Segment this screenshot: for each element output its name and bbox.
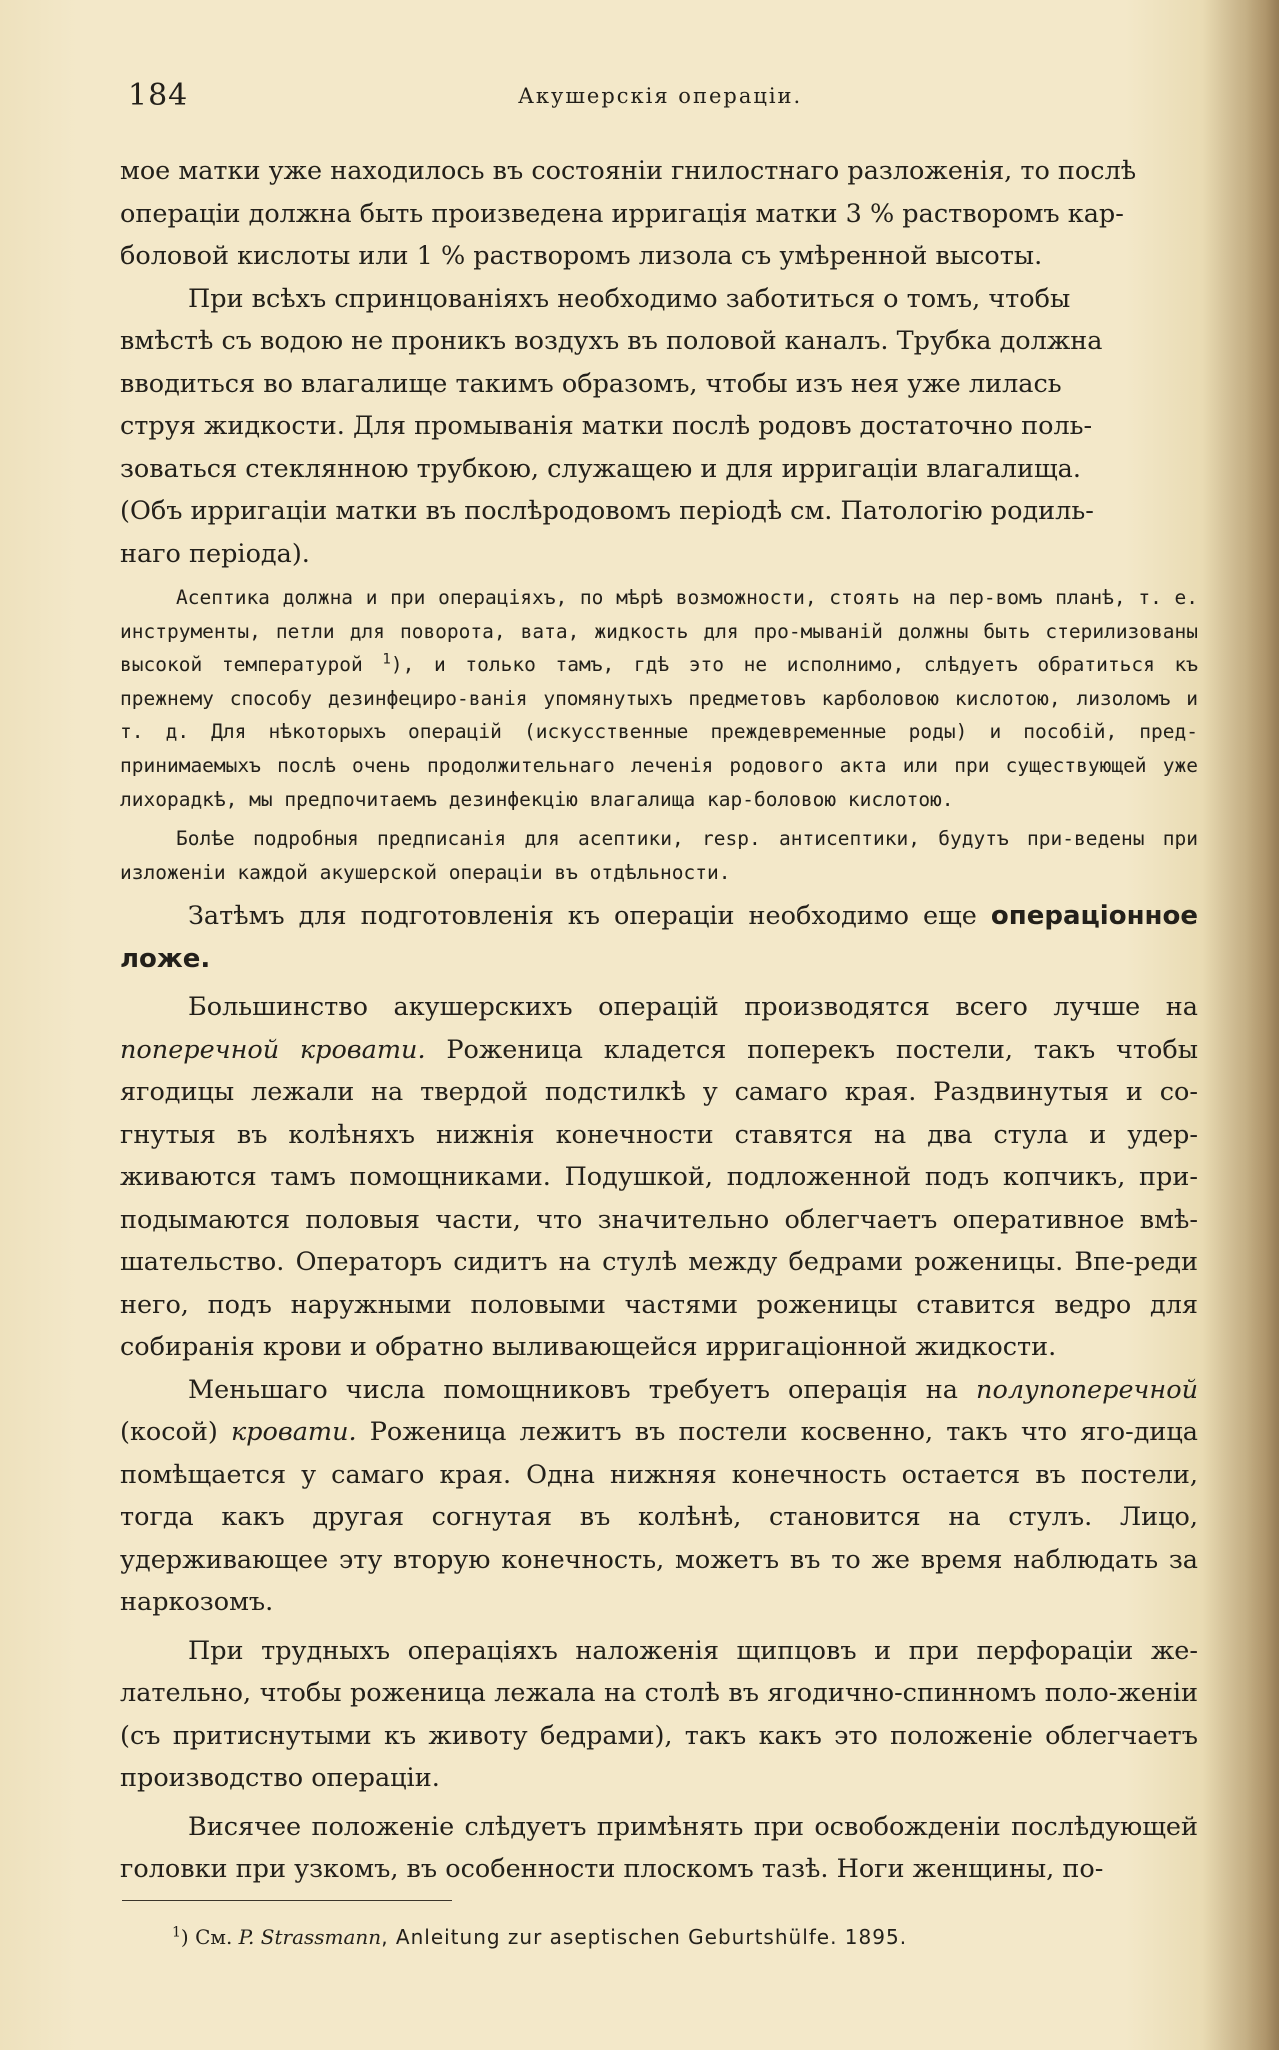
footnote-mark: 1 — [172, 1924, 181, 1941]
footnote-prefix: ) См. — [180, 1925, 239, 1949]
text-line: зоваться стеклянною трубкою, служащею и для ирригаціи влагалища. — [120, 453, 1081, 484]
small-text: Асептика должна и при операціяхъ, по мѣрѣ возможности, стоять на пер-вомъ планѣ, т. е. инструменты, петли для поворота, вата, жидкость для про-мыванiй должны быть стерилизованы высокой температурой — [120, 586, 1198, 677]
small-print-paragraph-2: Болѣе подробныя предписанія для асептики, resp. антисептики, будутъ при-ведены при изложеніи каждой акушерской операціи въ отдѣльности. — [120, 827, 1198, 884]
text-line: наго періода). — [120, 538, 310, 569]
footnote-author: P. Strassmann — [238, 1925, 382, 1949]
main-text — [120, 150, 1198, 1891]
text-line: При всѣхъ спринцованіяхъ необходимо заботиться о томъ, чтобы — [188, 283, 1071, 314]
paragraph-6: При трудныхъ операціяхъ наложенія щипцовъ и при перфораціи же-лательно, чтобы роженица лежала на столѣ въ ягодично-спинномъ поло-женіи (съ притиснутыми къ животу бедрами), такъ какъ это положеніе облегчаетъ производство операціи. — [120, 1635, 1198, 1794]
footnote-reference: 1 — [382, 651, 391, 668]
text-line: мое матки уже находилось въ состояніи гнилостнаго разложенія, то послѣ — [120, 156, 1137, 186]
small-text: ), и только тамъ, гдѣ это не исполнимо, слѣдуетъ обратиться къ прежнему способу дезинфециро-ванія упомянутыхъ предметовъ карболовою кислотою, лизоломъ и т. д. Для нѣкоторыхъ операцій (искусственные преждевременные роды) и пособій, пред-принимаемыхъ послѣ очень продолжительнаго леченія родового акта или при существующей уже лихорадкѣ, мы предпочитаемъ дезинфекцію влагалища кар-боловою кислотою. — [120, 653, 1198, 811]
small-print-paragraph-1 — [120, 581, 1198, 816]
footnote — [172, 1922, 1072, 1952]
text-line: вводиться во влагалище такимъ образомъ, чтобы изъ нея уже лилась — [120, 368, 1062, 399]
paragraph-4 — [120, 986, 1198, 1369]
text-run: (косой) — [120, 1417, 231, 1448]
paragraph-3 — [120, 895, 1198, 980]
text-line: вмѣстѣ съ водою не проникъ воздухъ въ половой каналъ. Трубка должна — [120, 326, 1103, 356]
page-edge-shadow — [1245, 0, 1279, 2050]
emphasis-bold: операціонное ложе. — [120, 901, 1198, 974]
paragraph-2 — [120, 278, 1198, 576]
emphasis-italic: полупоперечной — [976, 1374, 1198, 1405]
paragraph-5 — [120, 1369, 1198, 1624]
running-head — [128, 78, 1198, 118]
emphasis-italic: кровати. — [230, 1417, 357, 1448]
footnote-title: , Anleitung zur aseptischen Geburtshülfe. 1895. — [381, 1925, 908, 1949]
paragraph-1 — [120, 150, 1198, 278]
running-title: Акушерскія операціи. — [518, 84, 803, 108]
text-run: Меньшаго числа помощниковъ требуетъ операція на — [188, 1374, 977, 1405]
text-line: операціи должна быть произведена ирригація матки 3 % растворомъ кар- — [120, 198, 1124, 229]
text-line: боловой кислоты или 1 % растворомъ лизола съ умѣренной высоты. — [120, 241, 1043, 271]
text-run: Роженица кладется поперекъ постели, такъ чтобы ягодицы лежали на твердой подстилкѣ у самаго края. Раздвинутыя и со-гнутыя въ колѣняхъ нижнія конечности ставятся на два стула и удер-живаются тамъ помощниками. Подушкой, подложенной подъ копчикъ, при-подымаются половыя части, что значительно облегчаетъ оперативное вмѣ-шательство. Операторъ сидитъ на стулѣ между бедрами роженицы. Впе-реди него, подъ наружными половыми частями роженицы ставится ведро для собиранія крови и обратно выливающейся ирригаціонной жидкости. — [120, 1034, 1198, 1363]
footnote-rule — [122, 1900, 452, 1901]
emphasis-italic: поперечной кровати. — [120, 1034, 426, 1065]
paragraph-7: Висячее положеніе слѣдуетъ примѣнять при освобожденіи послѣдующей головки при узкомъ, въ особенности плоскомъ тазѣ. Ноги женщины, по- — [120, 1811, 1198, 1885]
text-line: (Объ ирригаціи матки въ послѣродовомъ періодѣ см. Патологію родиль- — [120, 496, 1094, 526]
text-line: струя жидкости. Для промыванія матки послѣ родовъ достаточно поль- — [120, 411, 1093, 441]
text-run: Затѣмъ для подготовленія къ операціи необходимо еще — [188, 901, 991, 932]
page-number: 184 — [128, 78, 189, 113]
text-run: Большинство акушерскихъ операцій производятся всего лучше на — [188, 992, 1198, 1023]
text-run: Роженица лежитъ въ постели косвенно, такъ что яго-дица помѣщается у самаго края. Одна нижняя конечность остается въ постели, тогда какъ другая согнутая въ колѣнѣ, становится на стулъ. Лицо, удерживающее эту вторую конечность, можетъ въ то же время наблюдать за наркозомъ. — [120, 1417, 1198, 1618]
